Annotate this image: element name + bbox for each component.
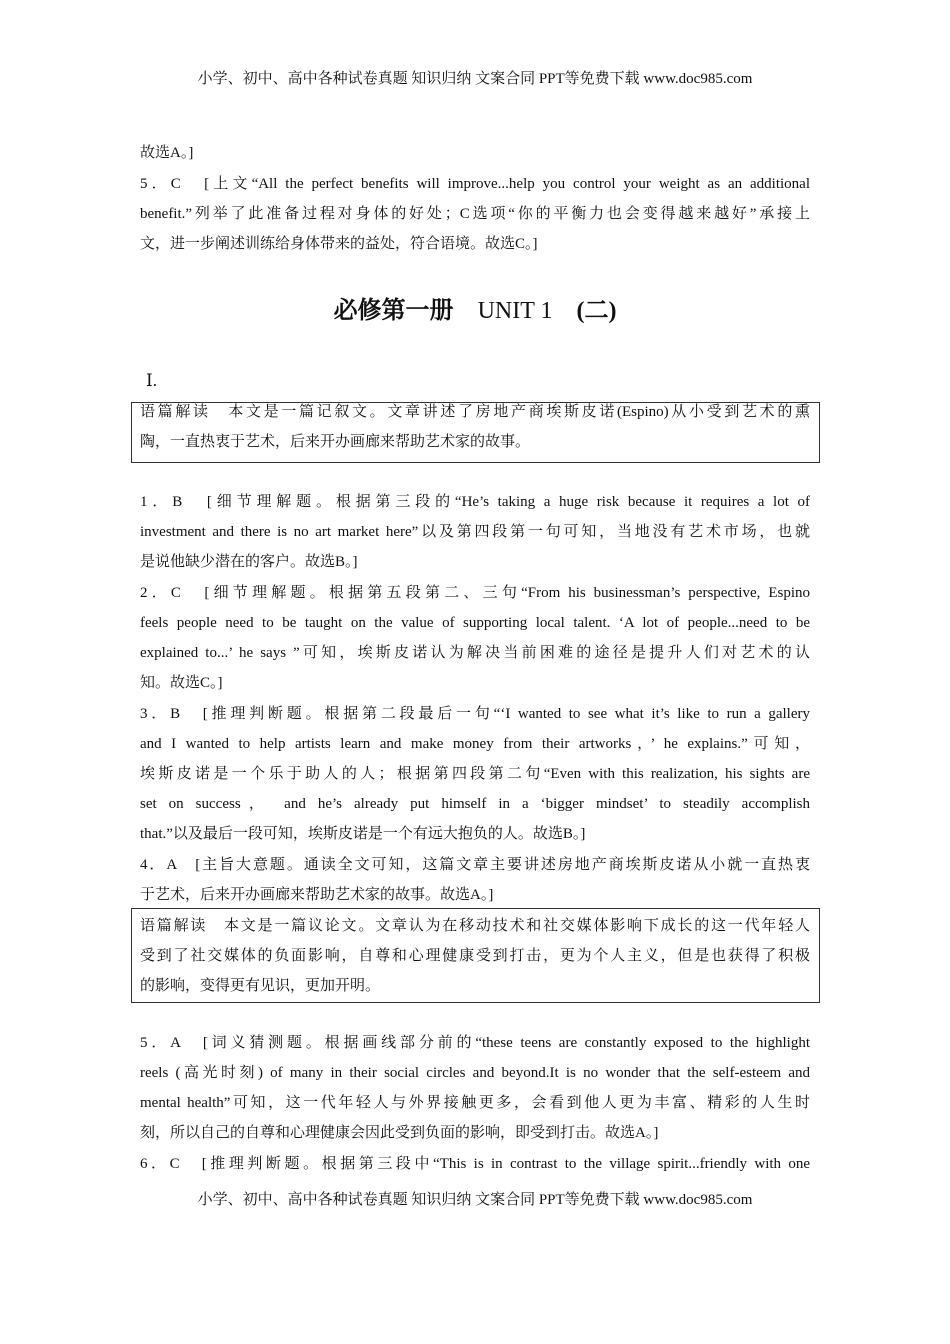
title-unit: UNIT 1 bbox=[477, 298, 553, 324]
text-line: 4．A [主旨大意题。通读全文可知，这篇文章主要讲述房地产商埃斯皮诺从小就一直热衷 bbox=[140, 857, 810, 873]
text-line: mental health”可知，这一代年轻人与外界接触更多，会看到他人更为丰富、精彩的人生时 bbox=[140, 1095, 810, 1111]
text-line: that.”以及最后一段可知，埃斯皮诺是一个有远大抱负的人。故选B。] bbox=[140, 826, 586, 842]
text-line: 1．B [细节理解题。根据第三段的“He’s taking a huge risk because it requires a lot of bbox=[140, 494, 810, 510]
text-line: investment and there is no art market here”以及第四段第一句可知，当地没有艺术市场，也就 bbox=[140, 524, 810, 540]
page-header: 小学、初中、高中各种试卷真题 知识归纳 文案合同 PPT等免费下载 www.doc985.com bbox=[197, 71, 753, 87]
text-line: 埃斯皮诺是一个乐于助人的人；根据第四段第二句“Even with this realization, his sights are bbox=[140, 766, 810, 782]
text-line: 陶，一直热衷于艺术，后来开办画廊来帮助艺术家的故事。 bbox=[140, 434, 531, 450]
page-footer: 小学、初中、高中各种试卷真题 知识归纳 文案合同 PPT等免费下载 www.doc985.com bbox=[197, 1192, 753, 1208]
text-line: 5．C [上文“All the perfect benefits will improve...help you control your weight as an additional bbox=[140, 176, 810, 192]
text-line: 6．C [推理判断题。根据第三段中“This is in contrast to the village spirit...friendly with one bbox=[140, 1156, 810, 1172]
text-line: reels (高光时刻) of many in their social circles and beyond.It is no wonder that the self-esteem and bbox=[140, 1065, 810, 1081]
text-line: and I wanted to help artists learn and make money from their artworks，’ he explains.”可知， bbox=[140, 736, 810, 752]
text-line: 2．C [细节理解题。根据第五段第二、三句“From his businessman’s perspective, Espino bbox=[140, 585, 810, 601]
text-line: 语篇解读 本文是一篇记叙文。文章讲述了房地产商埃斯皮诺(Espino)从小受到艺术的熏 bbox=[140, 404, 810, 420]
text-line: benefit.”列举了此准备过程对身体的好处；C选项“你的平衡力也会变得越来越好”承接上 bbox=[140, 206, 810, 222]
text-line: 文，进一步阐述训练给身体带来的益处，符合语境。故选C。] bbox=[140, 236, 538, 252]
part-label: Ⅰ. bbox=[146, 371, 157, 390]
text-line: explained to...’ he says ”可知，埃斯皮诺认为解决当前困难的途径是提升人们对艺术的认 bbox=[140, 645, 810, 661]
text-line: 于艺术，后来开办画廊来帮助艺术家的故事。故选A。] bbox=[140, 887, 494, 903]
title-cn: 必修第一册 bbox=[333, 298, 454, 324]
text-line: 是说他缺少潜在的客户。故选B。] bbox=[140, 554, 358, 570]
text-line: 3．B [推理判断题。根据第二段最后一句“‘I wanted to see what it’s like to run a gallery bbox=[140, 706, 810, 722]
text-line: 故选A。] bbox=[140, 145, 194, 161]
text-line: 语篇解读 本文是一篇议论文。文章认为在移动技术和社交媒体影响下成长的这一代年轻人 bbox=[140, 918, 810, 934]
section-title bbox=[0, 296, 950, 326]
text-line: 知。故选C。] bbox=[140, 675, 223, 691]
text-line: set on success， and he’s already put himself in a ‘bigger mindset’ to steadily accomplish bbox=[140, 796, 810, 812]
text-line: 的影响，变得更有见识，更加开明。 bbox=[140, 978, 381, 994]
text-line: 刻，所以自己的自尊和心理健康会因此受到负面的影响，即受到打击。故选A。] bbox=[140, 1125, 659, 1141]
text-line: feels people need to be taught on the value of supporting local talent. ‘A lot of people...need to be bbox=[140, 615, 810, 631]
text-line: 受到了社交媒体的负面影响，自尊和心理健康受到打击，更为个人主义，但是也获得了积极 bbox=[140, 948, 810, 964]
title-part: (二) bbox=[576, 298, 617, 324]
text-line: 5．A [词义猜测题。根据画线部分前的“these teens are constantly exposed to the highlight bbox=[140, 1035, 810, 1051]
